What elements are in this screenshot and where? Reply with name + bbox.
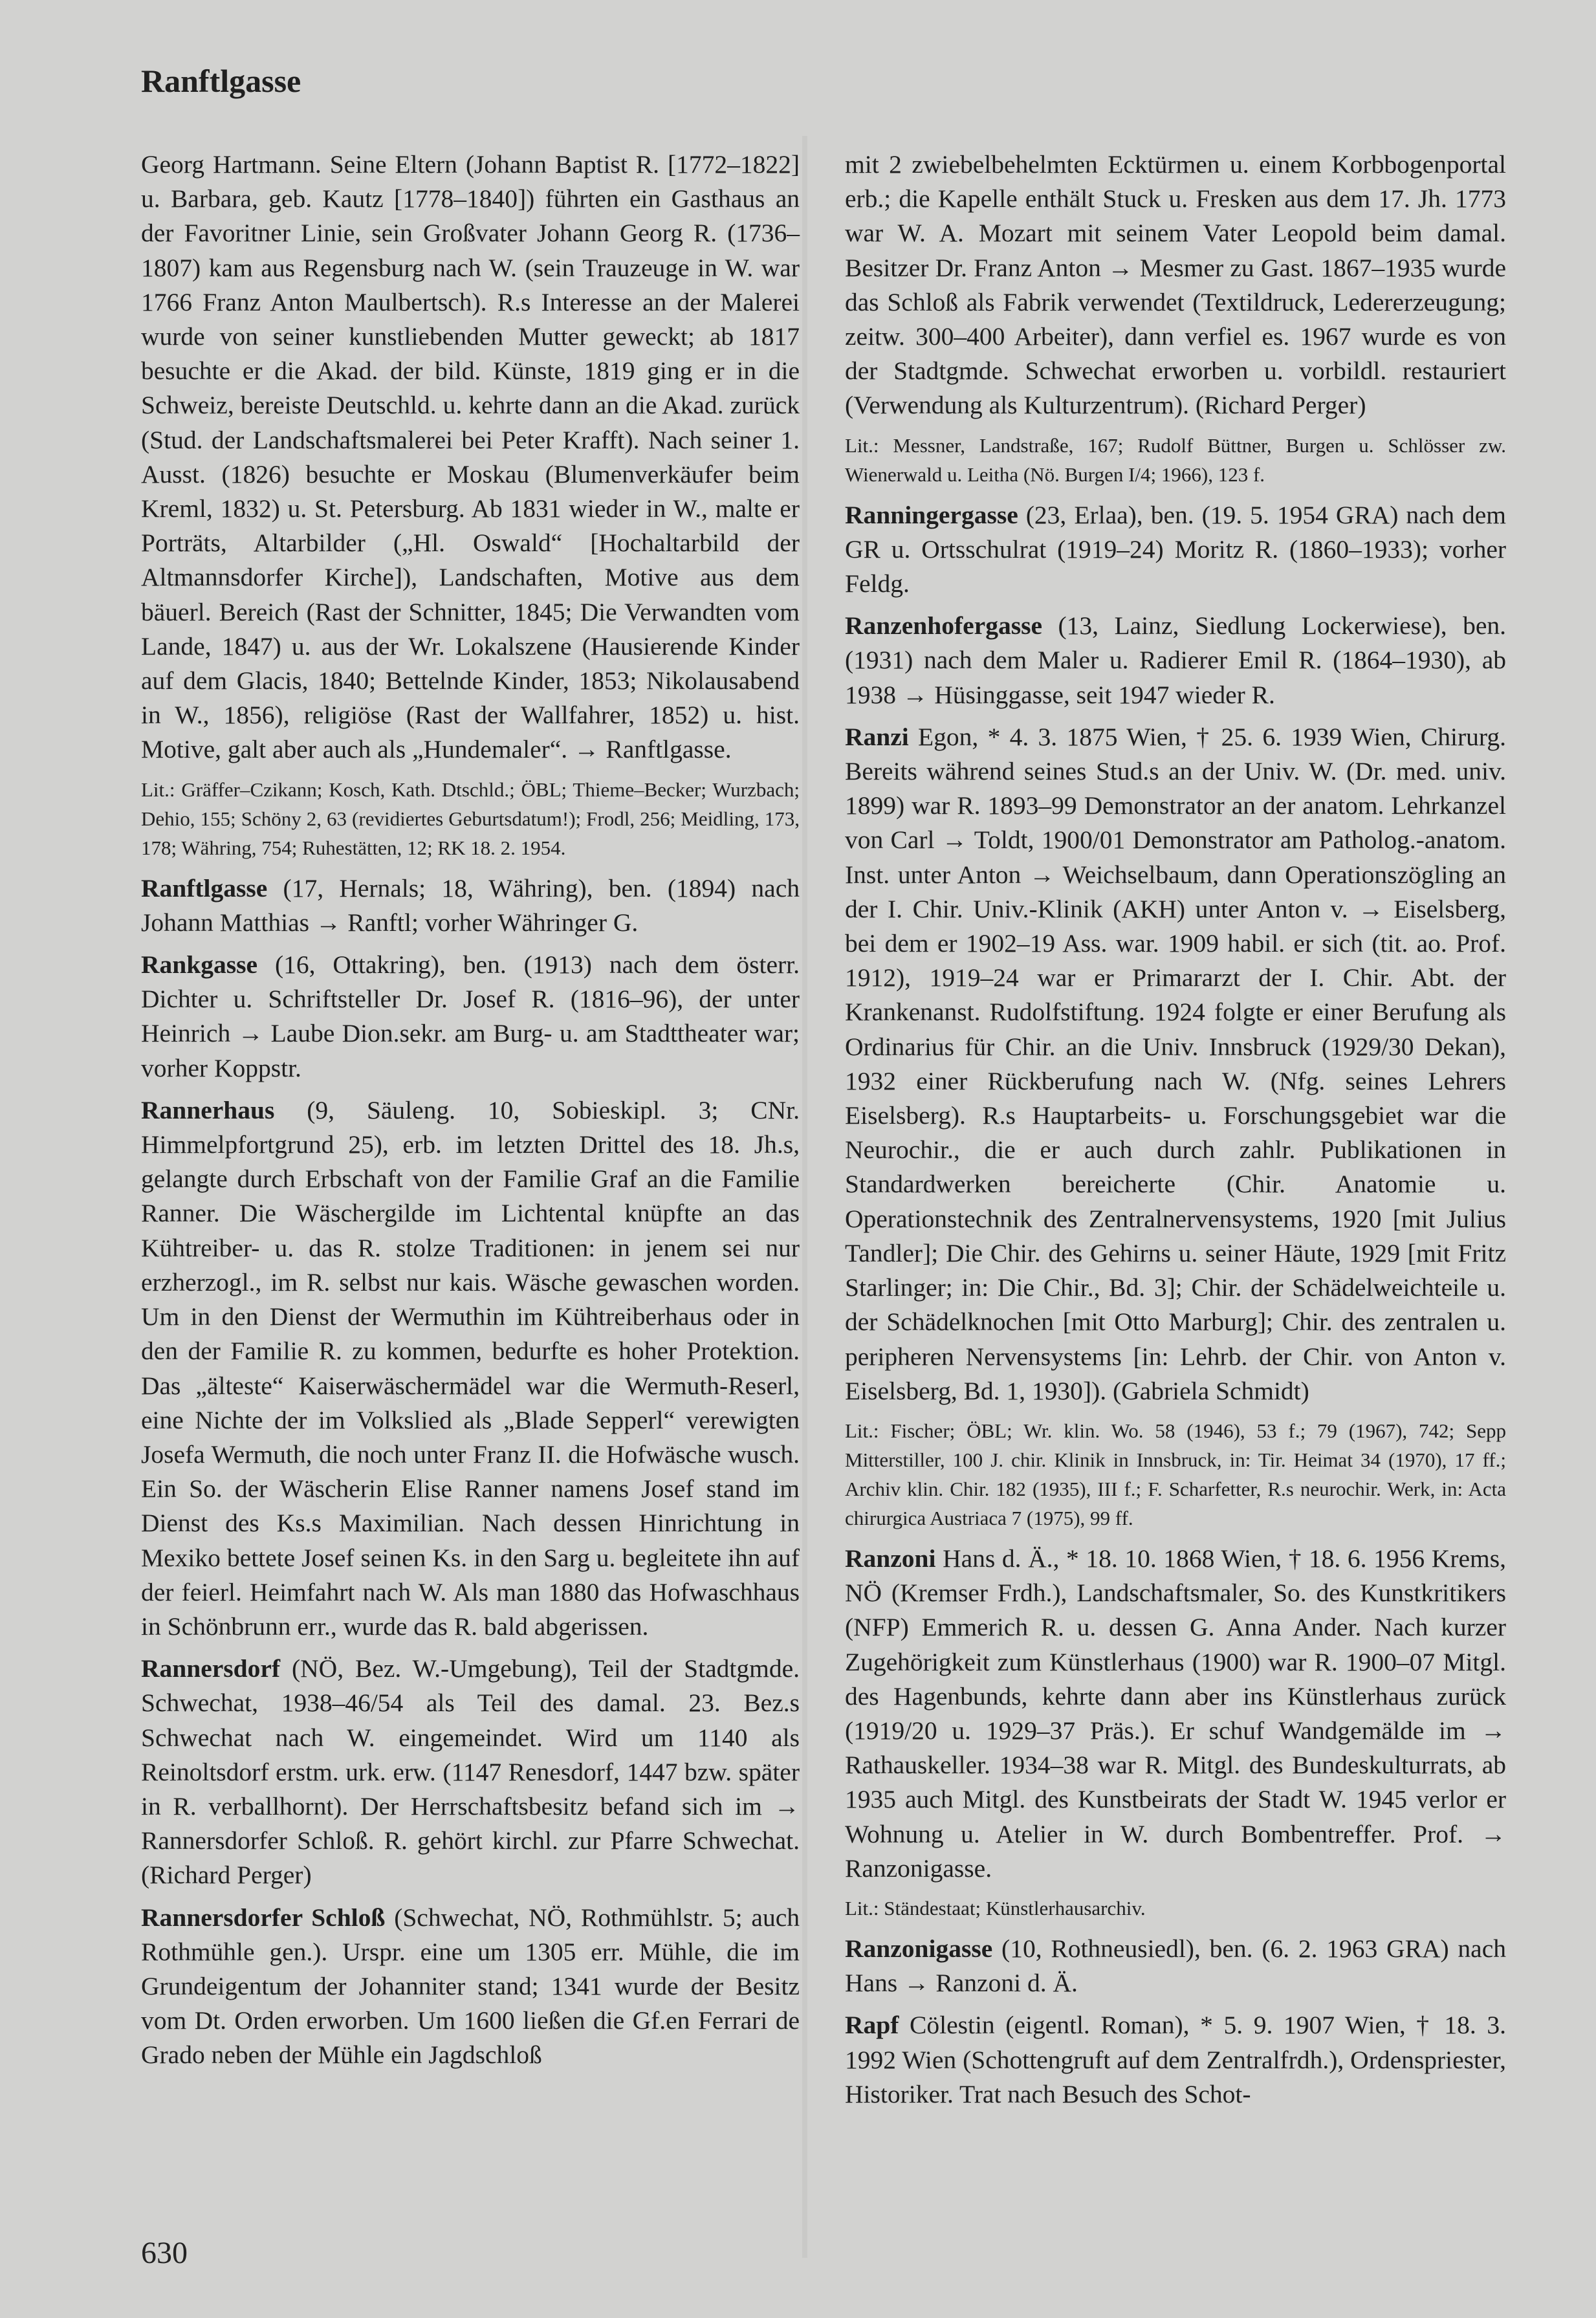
entry-body: (9, Säuleng. 10, Sobieskipl. 3; CNr. Himmelpfortgrund 25), erb. im letzten Drittel des 18. Jh.s, gelangte durch Erbschaft von der Familie Graf an die Familie Ranner. Die Wäschergilde im Lichtental knüpfte an das Kühtreiber- u. das R. stolze Traditionen: in jenem sei nur erzherzogl., im R. selbst nur kais. Wäsche gewaschen worden. Um in den Dienst der Wermuthin im Kühtreiberhaus oder in den der Familie R. zu kommen, bedurfte es hoher Protektion. Das „älteste“ Kaiserwäschermädel war die Wermuth-Reserl, eine Nichte der im Volkslied als „Blade Sepperl“ verewigten Josefa Wermuth, die noch unter Franz II. die Hofwäsche wusch. Ein So. der Wäscherin Elise Ranner namens Josef stand im Dienst des Ks.s Maximilian. Nach dessen Hinrichtung in Mexiko bettete Josef seinen Ks. in den Sarg u. begleitete ihn auf der feierl. Heimfahrt nach W. Als man 1880 das Hofwaschhaus in Schönbrunn err., wurde das R. bald abgerissen.: [141, 1095, 800, 1641]
literature-note: [845, 431, 1506, 489]
lexicon-entry: [141, 1901, 800, 2073]
entry-body: Egon, * 4. 3. 1875 Wien, † 25. 6. 1939 Wien, Chirurg. Bereits während seines Stud.s an der Univ. W. (Dr. med. univ. 1899) war R. 1893–99 Demonstrator an der anatom. Lehrkanzel von Carl → Toldt, 1900/01 Demonstrator am Patholog.-anatom. Inst. unter Anton → Weichselbaum, dann Operationszögling an der I. Chir. Univ.-Klinik (AKH) unter Anton v. → Eiselsberg, bei dem er 1902–19 Ass. war. 1909 habil. er sich (tit. ao. Prof. 1912), 1919–24 war er Primararzt der I. Chir. Abt. der Krankenanst. Rudolfstiftung. 1924 folgte er einer Berufung als Ordinarius für Chir. an die Univ. Innsbruck (1929/30 Dekan), 1932 einer Rückberufung nach W. (Nfg. seines Lehrers Eiselsberg). R.s Hauptarbeits- u. Forschungsgebiet war die Neurochir., die er auch durch zahlr. Publikationen in Standardwerken bereicherte (Chir. Anatomie u. Operationstechnik des Zentralnervensystems, 1920 [mit Julius Tandler]; Die Chir. des Gehirns u. seiner Häute, 1929 [mit Fritz Starlinger; in: Die Chir., Bd. 3]; Chir. der Schädelweichteile u. der Schädelknochen [mit Otto Marburg]; Chir. des zentralen u. peripheren Nervensystems [in: Lehrb. der Chir. von Anton v. Eiselsberg, Bd. 1, 1930]). (Gabriela Schmidt): [845, 722, 1506, 1405]
lexicon-entry: [141, 871, 800, 940]
right-column: [845, 148, 1506, 2119]
entry-body: Lit.: Ständestaat; Künstlerhausarchiv.: [845, 1896, 1146, 1919]
lexicon-entry: [845, 1932, 1506, 2000]
entry-headword: Rannersdorfer Schloß: [141, 1903, 386, 1932]
lexicon-entry: [845, 720, 1506, 1408]
entry-body: Lit.: Messner, Landstraße, 167; Rudolf Büttner, Burgen u. Schlösser zw. Wienerwald u. Leitha (Nö. Burgen I/4; 1966), 123 f.: [845, 433, 1506, 486]
entry-headword: Ranzenhofergasse: [845, 611, 1042, 640]
entry-body: (10, Rothneusiedl), ben. (6. 2. 1963 GRA) nach Hans → Ranzoni d. Ä.: [845, 1934, 1506, 1998]
entry-body: mit 2 zwiebelbehelmten Ecktürmen u. einem Korbbogenportal erb.; die Kapelle enthält Stuck u. Fresken aus dem 17. Jh. 1773 war W. A. Mozart mit seinem Vater Leopold beim damal. Besitzer Dr. Franz Anton → Mesmer zu Gast. 1867–1935 wurde das Schloß als Fabrik verwendet (Textildruck, Ledererzeugung; zeitw. 300–400 Arbeiter), dann verfiel es. 1967 wurde es von der Stadtgmde. Schwechat erworben u. vorbildl. restauriert (Verwendung als Kulturzentrum). (Richard Perger): [845, 150, 1506, 420]
entry-headword: Ranningergasse: [845, 500, 1018, 529]
entry-headword: Ranzonigasse: [845, 1934, 993, 1963]
literature-note: [845, 1894, 1506, 1923]
lexicon-entry: [141, 1093, 800, 1644]
entry-body: Lit.: Fischer; ÖBL; Wr. klin. Wo. 58 (1946), 53 f.; 79 (1967), 742; Sepp Mitterstiller, 100 J. chir. Klinik in Innsbruck, in: Tir. Heimat 34 (1970), 17 ff.; Archiv klin. Chir. 182 (1935), III f.; F. Scharfetter, R.s neurochir. Werk, in: Acta chirurgica Austriaca 7 (1975), 99 ff.: [845, 1419, 1506, 1529]
entry-body: Georg Hartmann. Seine Eltern (Johann Baptist R. [1772–1822] u. Barbara, geb. Kautz [1778–1840]) führten ein Gasthaus an der Favoritner Linie, sein Großvater Johann Georg R. (1736–1807) kam aus Regensburg nach W. (sein Trauzeuge in W. war 1766 Franz Anton Maulbertsch). R.s Interesse an der Malerei wurde von seiner kunstliebenden Mutter geweckt; ab 1817 besuchte er die Akad. der bild. Künste, 1819 ging er in die Schweiz, bereiste Deutschld. u. kehrte dann an die Akad. zurück (Stud. der Landschaftsmalerei bei Peter Krafft). Nach seiner 1. Ausst. (1826) besuchte er Moskau (Blumenverkäufer beim Kreml, 1832) u. St. Petersburg. Ab 1831 wieder in W., malte er Porträts, Altarbilder („Hl. Oswald“ [Hochaltarbild der Altmannsdorfer Kirche]), Landschaften, Motive aus dem bäuerl. Bereich (Rast der Schnitter, 1845; Die Verwandten vom Lande, 1847) u. aus der Wr. Lokalszene (Hausierende Kinder auf dem Glacis, 1840; Bettelnde Kinder, 1853; Nikolausabend in W., 1856), religiöse (Rast der Wallfahrer, 1852) u. hist. Motive, galt aber auch als „Hundemaler“. → Ranftlgasse.: [141, 150, 800, 764]
lexicon-entry: [845, 2008, 1506, 2112]
entry-body: (NÖ, Bez. W.-Umgebung), Teil der Stadtgmde. Schwechat, 1938–46/54 als Teil des damal. 23. Bez.s Schwechat nach W. eingemeindet. Wird um 1140 als Reinoltsdorf erstm. urk. erw. (1147 Renesdorf, 1447 bzw. später in R. verballhornt). Der Herrschaftsbesitz befand sich im → Rannersdorfer Schloß. R. gehört kirchl. zur Pfarre Schwechat. (Richard Perger): [141, 1654, 800, 1890]
entry-body: Cölestin (eigentl. Roman), * 5. 9. 1907 Wien, † 18. 3. 1992 Wien (Schottengruft auf dem Zentralfrdh.), Ordenspriester, Historiker. Trat nach Besuch des Schot-: [845, 2011, 1506, 2108]
lexicon-entry: [845, 609, 1506, 712]
entry-headword: Rannersdorf: [141, 1654, 281, 1683]
entry-body: (13, Lainz, Siedlung Lockerwiese), ben. (1931) nach dem Maler u. Radierer Emil R. (1864–1930), ab 1938 → Hüsinggasse, seit 1947 wieder R.: [845, 611, 1506, 709]
entry-headword: Ranzoni: [845, 1544, 936, 1573]
entry-body: (17, Hernals; 18, Währing), ben. (1894) nach Johann Matthias → Ranftl; vorher Währinger G.: [141, 873, 800, 937]
literature-note: [141, 775, 800, 862]
entry-body: (Schwechat, NÖ, Rothmühlstr. 5; auch Rothmühle gen.). Urspr. eine um 1305 err. Mühle, die im Grundeigentum der Johanniter stand; 1341 wurde der Besitz vom Dt. Orden erworben. Um 1600 ließen die Gf.en Ferrari de Grado neben der Mühle ein Jagdschloß: [141, 1903, 800, 2070]
entry-headword: Rankgasse: [141, 950, 257, 979]
literature-note: [845, 1416, 1506, 1533]
entry-body: Hans d. Ä., * 18. 10. 1868 Wien, † 18. 6. 1956 Krems, NÖ (Kremser Frdh.), Landschaftsmaler, So. des Kunstkritikers (NFP) Emmerich R. u. dessen G. Anna Ander. Nach kurzer Zugehörigkeit zum Künstlerhaus (1900) war R. 1900–07 Mitgl. des Hagenbunds, kehrte dann aber ins Künstlerhaus zurück (1919/20 u. 1929–37 Präs.). Er schuf Wandgemälde im → Rathauskeller. 1934–38 war R. Mitgl. des Bundeskulturrats, ab 1935 auch Mitgl. des Kunstbeirats der Stadt W. 1945 verlor er Wohnung u. Atelier in W. durch Bombentreffer. Prof. → Ranzonigasse.: [845, 1544, 1506, 1883]
entry-headword: Rapf: [845, 2011, 899, 2040]
lexicon-entry: [141, 1652, 800, 1892]
entry-body: Lit.: Gräffer–Czikann; Kosch, Kath. Dtschld.; ÖBL; Thieme–Becker; Wurzbach; Dehio, 155; Schöny 2, 63 (revidiertes Geburtsdatum!); Frodl, 256; Meidling, 173, 178; Währing, 754; Ruhestätten, 12; RK 18. 2. 1954.: [141, 778, 800, 859]
page-number: 630: [141, 2236, 188, 2270]
gutter-shadow: [802, 136, 807, 2258]
lexicon-entry: [845, 498, 1506, 602]
lexicon-entry: [141, 148, 800, 767]
lexicon-entry: [141, 948, 800, 1086]
lexicon-entry: [845, 148, 1506, 423]
running-head: Ranftlgasse: [141, 63, 301, 99]
left-column: [141, 148, 800, 2081]
entry-headword: Ranftlgasse: [141, 873, 268, 902]
entry-body: (16, Ottakring), ben. (1913) nach dem österr. Dichter u. Schriftsteller Dr. Josef R. (1816–96), der unter Heinrich → Laube Dion.sekr. am Burg- u. am Stadttheater war; vorher Koppstr.: [141, 950, 800, 1082]
entry-body: (23, Erlaa), ben. (19. 5. 1954 GRA) nach dem GR u. Ortsschulrat (1919–24) Moritz R. (1860–1933); vorher Feldg.: [845, 500, 1506, 598]
lexicon-entry: [845, 1542, 1506, 1886]
entry-headword: Ranzi: [845, 722, 909, 751]
entry-headword: Rannerhaus: [141, 1095, 275, 1124]
